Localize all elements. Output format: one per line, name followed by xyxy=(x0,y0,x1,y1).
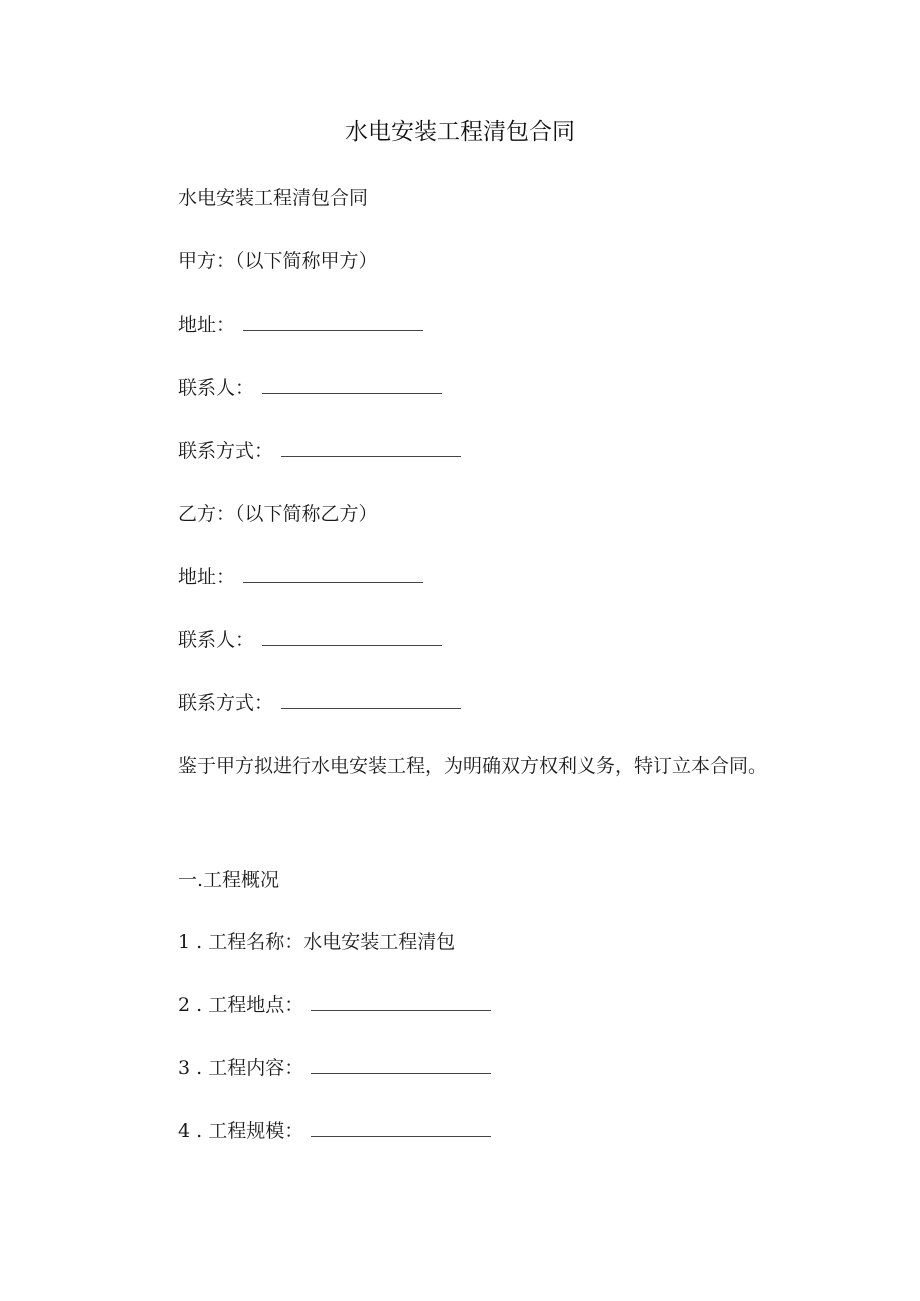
party-b-contact-label: 联系人： xyxy=(178,629,255,651)
party-b-contact-method-label: 联系方式： xyxy=(178,692,274,714)
preamble-paragraph: 鉴于甲方拟进行水电安装工程，为明确双方权利义务，特订立本合同。 xyxy=(178,755,768,777)
section-1-item xyxy=(178,993,491,1017)
party-a-contact-method-blank[interactable] xyxy=(281,442,461,457)
party-a-contact-label: 联系人： xyxy=(178,377,255,399)
party-a-contact-method xyxy=(178,439,461,463)
section-1-item-label: 4 . 工程规模： xyxy=(178,1120,304,1142)
party-b-contact xyxy=(178,628,442,652)
party-a-address-blank[interactable] xyxy=(243,316,423,331)
section-1-item: 1 . 工程名称：水电安装工程清包 xyxy=(178,931,456,953)
party-a-address xyxy=(178,313,423,337)
party-a-contact-method-label: 联系方式： xyxy=(178,440,274,462)
section-1-item xyxy=(178,1056,491,1080)
project-content-blank[interactable] xyxy=(311,1059,491,1074)
party-a-heading: 甲方：（以下简称甲方） xyxy=(178,250,378,272)
document-title: 水电安装工程清包合同 xyxy=(345,119,575,145)
party-b-heading: 乙方：（以下简称乙方） xyxy=(178,503,378,525)
party-b-contact-method-blank[interactable] xyxy=(281,694,461,709)
party-b-contact-method xyxy=(178,691,461,715)
section-1-heading: 一.工程概况 xyxy=(178,869,280,891)
party-b-contact-blank[interactable] xyxy=(262,631,442,646)
party-b-address xyxy=(178,565,423,589)
party-a-address-label: 地址： xyxy=(178,314,236,336)
project-scale-blank[interactable] xyxy=(311,1122,491,1137)
document-subtitle: 水电安装工程清包合同 xyxy=(178,187,369,209)
party-a-contact xyxy=(178,376,442,400)
party-b-address-blank[interactable] xyxy=(243,568,423,583)
project-location-blank[interactable] xyxy=(311,996,491,1011)
section-1-item xyxy=(178,1119,491,1143)
party-a-contact-blank[interactable] xyxy=(262,379,442,394)
section-1-item-label: 3 . 工程内容： xyxy=(178,1057,304,1079)
party-b-address-label: 地址： xyxy=(178,566,236,588)
section-1-item-label: 2 . 工程地点： xyxy=(178,994,304,1016)
